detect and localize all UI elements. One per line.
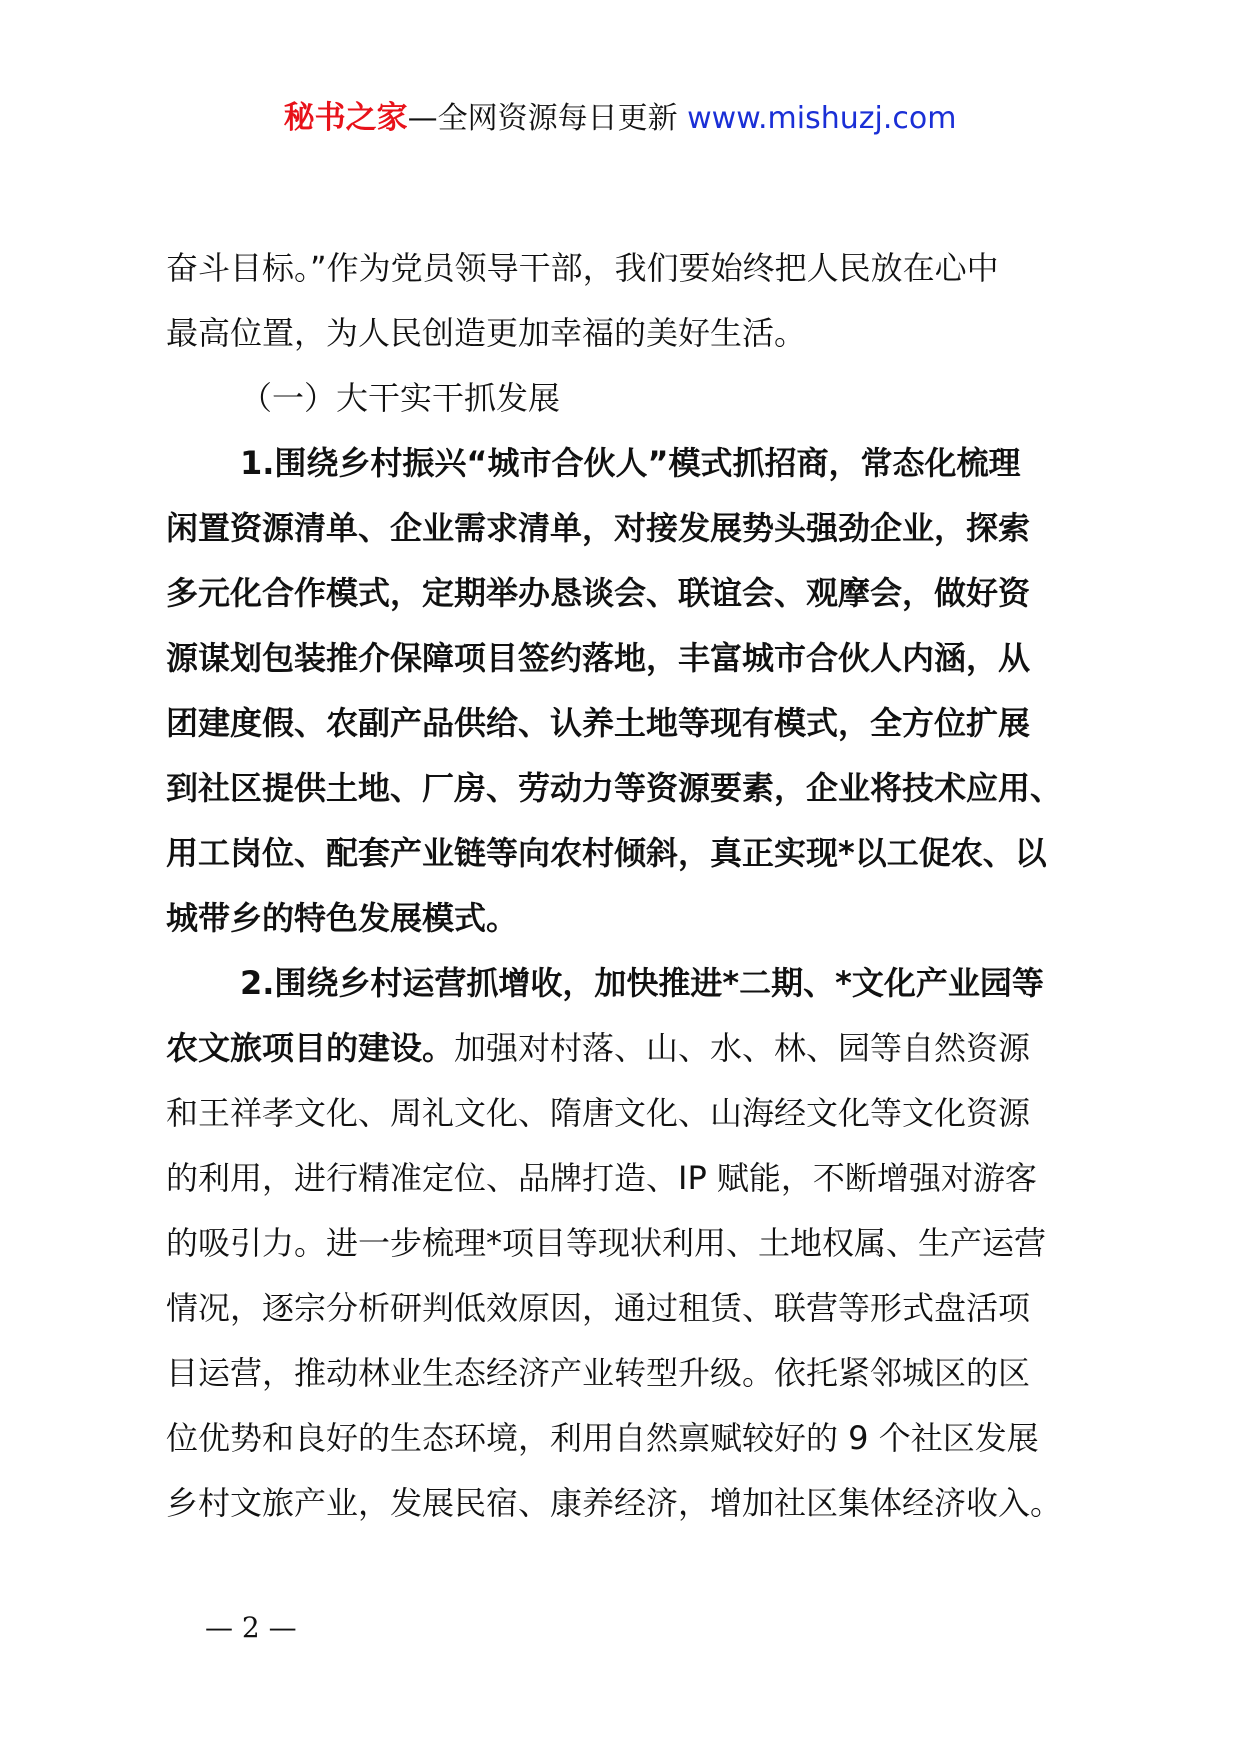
section-heading: （一）大干实干抓发展 xyxy=(240,379,561,417)
item-1-line: 用工岗位、配套产业链等向农村倾斜，真正实现*以工促农、以 xyxy=(166,834,1047,872)
item-1-line: 团建度假、农副产品供给、认养土地等现有模式，全方位扩展 xyxy=(166,704,1031,742)
item-1-line: 闲置资源清单、企业需求清单，对接发展势头强劲企业，探索 xyxy=(166,509,1031,547)
page-number: — 2 — xyxy=(205,1611,297,1644)
item-2-line: 目运营，推动林业生态经济产业转型升级。依托紧邻城区的区 xyxy=(166,1354,1031,1392)
item-1-line: 城带乡的特色发展模式。 xyxy=(166,899,519,937)
site-header xyxy=(0,98,1240,139)
item-2-text-start: 加强对村落、山、水、林、园等自然资源 xyxy=(454,1029,1031,1067)
item-2-heading-end: 农文旅项目的建设。 xyxy=(166,1029,455,1067)
site-url-link[interactable]: www.mishuzj.com xyxy=(687,101,957,136)
item-2-line xyxy=(166,1016,1086,1081)
paragraph-line: 奋斗目标。”作为党员领导干部，我们要始终把人民放在心中 xyxy=(166,249,999,287)
item-2-line: 的吸引力。进一步梳理*项目等现状利用、土地权属、生产运营 xyxy=(166,1224,1047,1262)
item-2-line: 的利用，进行精准定位、品牌打造、IP 赋能，不断增强对游客 xyxy=(166,1159,1037,1197)
site-tagline: —全网资源每日更新 xyxy=(407,101,678,136)
item-2-line: 和王祥孝文化、周礼文化、隋唐文化、山海经文化等文化资源 xyxy=(166,1094,1031,1132)
item-1-heading-line: 1.围绕乡村振兴“城市合伙人”模式抓招商，常态化梳理 xyxy=(240,444,1021,482)
item-1-line: 到社区提供土地、厂房、劳动力等资源要素，企业将技术应用、 xyxy=(166,769,1063,807)
item-2-line: 情况，逐宗分析研判低效原因，通过租赁、联营等形式盘活项 xyxy=(166,1289,1031,1327)
paragraph-line: 最高位置，为人民创造更加幸福的美好生活。 xyxy=(166,314,807,352)
item-2-line: 位优势和良好的生态环境，利用自然禀赋较好的 9 个社区发展 xyxy=(166,1419,1039,1457)
item-1-line: 多元化合作模式，定期举办恳谈会、联谊会、观摩会，做好资 xyxy=(166,574,1031,612)
item-2-line: 乡村文旅产业，发展民宿、康养经济，增加社区集体经济收入。 xyxy=(166,1484,1063,1522)
item-1-line: 源谋划包装推介保障项目签约落地，丰富城市合伙人内涵，从 xyxy=(166,639,1031,677)
item-2-heading-line: 2.围绕乡村运营抓增收，加快推进*二期、*文化产业园等 xyxy=(240,964,1044,1002)
site-brand: 秘书之家 xyxy=(283,100,408,136)
document-body xyxy=(166,236,1086,1536)
